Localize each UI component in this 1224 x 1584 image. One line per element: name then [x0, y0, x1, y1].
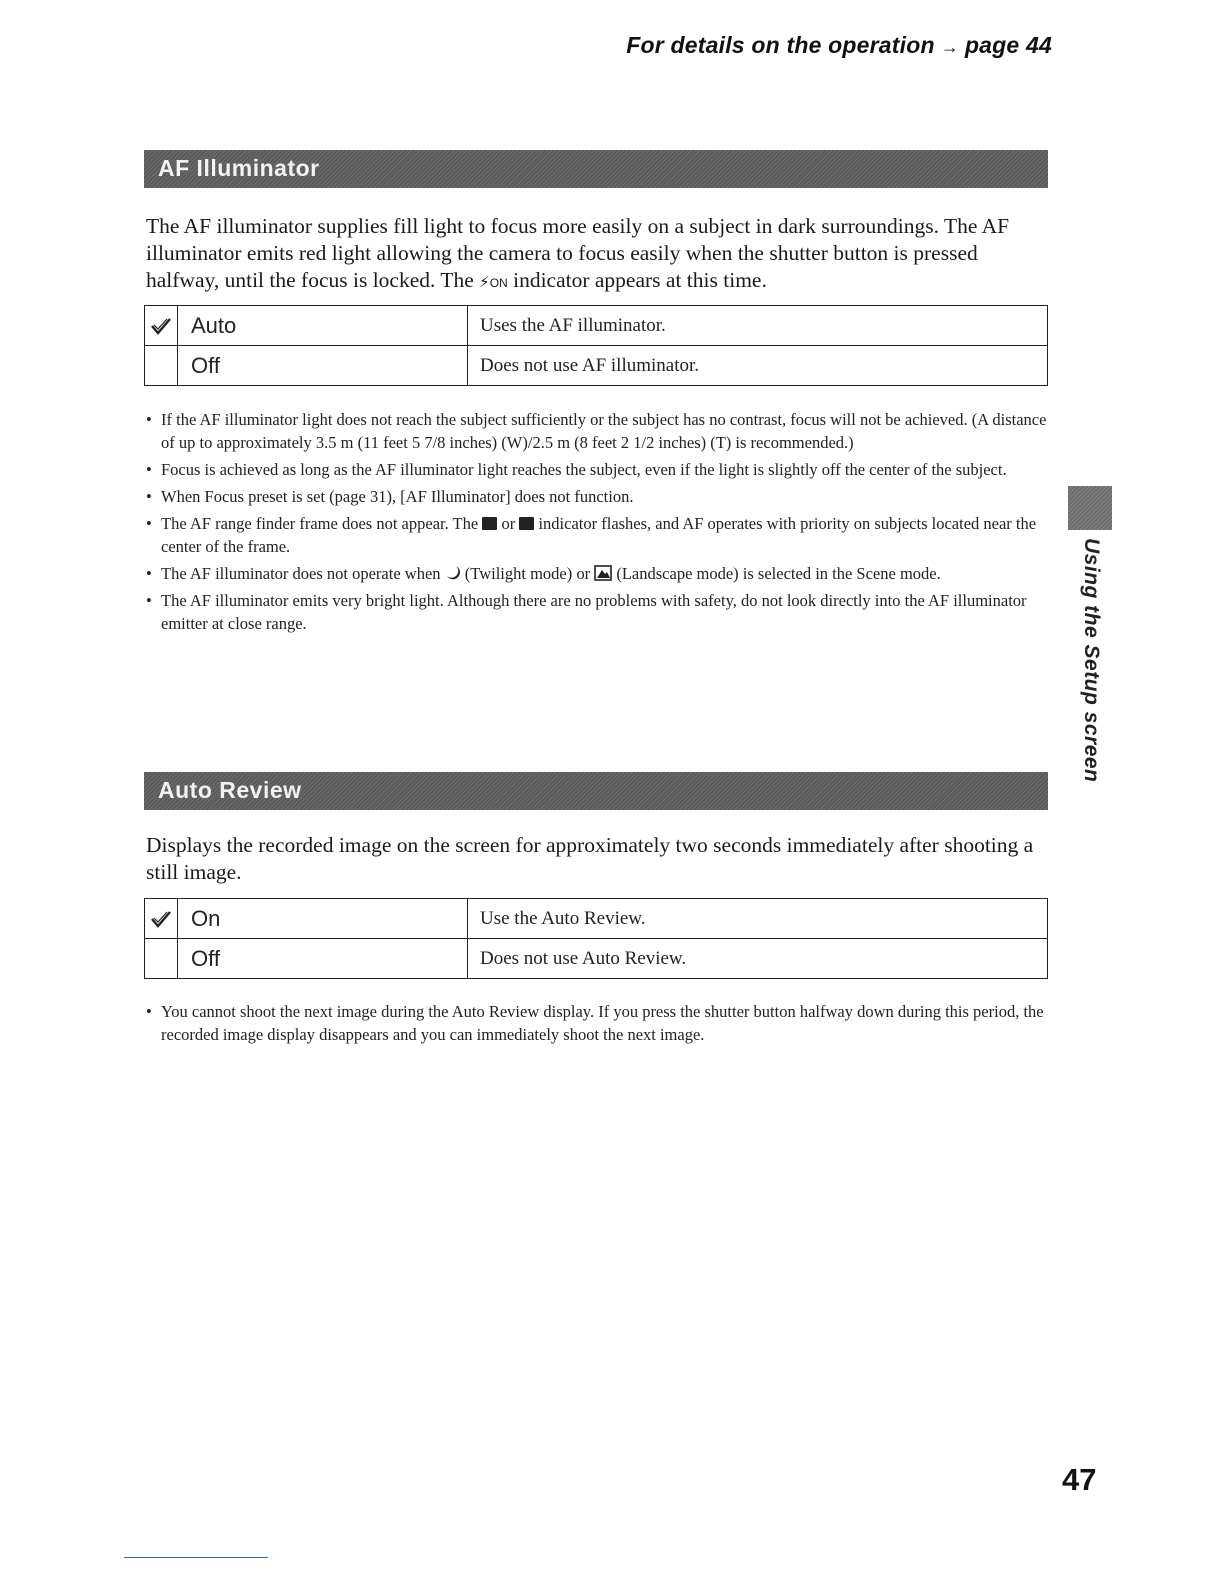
option-description: Uses the AF illuminator.	[468, 306, 1048, 346]
default-marker-cell	[145, 346, 178, 386]
option-name: Off	[178, 939, 468, 979]
option-description: Does not use Auto Review.	[468, 939, 1048, 979]
header-ref-page: page 44	[964, 32, 1052, 58]
option-description: Use the Auto Review.	[468, 899, 1048, 939]
af-illuminator-options-table	[144, 305, 1048, 386]
header-ref-text: For details on the operation	[626, 32, 935, 58]
auto-review-options-table	[144, 898, 1048, 979]
note-text: The AF range finder frame does not appear. The	[161, 514, 483, 533]
footer-divider	[124, 1557, 268, 1558]
note-text: The AF illuminator does not operate when	[161, 564, 445, 583]
page-number: 47	[1062, 1462, 1097, 1497]
list-item: • If the AF illuminator light does not reach the subject sufficiently or the subject has no contrast, focus will not be achieved. (A distance of up to approximately 3.5 m (11 feet 5 7/8 inches) (W)/2.5 m (8 feet 2 1/2 inches) (T) is recommended.)	[146, 408, 1050, 454]
default-marker-cell	[145, 939, 178, 979]
note-text: (Twilight mode) or	[460, 564, 595, 583]
section-heading-auto-review	[144, 772, 1048, 810]
default-marker-cell	[145, 306, 178, 346]
chapter-tab-marker	[1068, 486, 1112, 530]
list-item: • You cannot shoot the next image during the Auto Review display. If you press the shutter button halfway down during this period, the recorded image display disappears and you can immediately shoot the next image.	[146, 1000, 1050, 1046]
section-title: Auto Review	[158, 777, 302, 803]
page-header-reference	[626, 32, 1052, 59]
note-text: or	[497, 514, 520, 533]
section-title: AF Illuminator	[158, 155, 320, 181]
auto-review-intro: Displays the recorded image on the screen for approximately two seconds immediately after shooting a still image.	[146, 833, 1034, 884]
intro-text: The AF illuminator supplies fill light to focus more easily on a subject in dark surroundings. The AF illuminator emits red light allowing the camera to focus easily when the shutter button is pressed halfway, until the focus is locked. The	[146, 214, 1010, 292]
check-mark-icon	[150, 315, 172, 337]
af-illuminator-notes	[146, 408, 1050, 639]
landscape-mountain-icon	[594, 565, 612, 581]
option-name: Off	[178, 346, 468, 386]
indicator-symbol: ⚡	[479, 274, 490, 291]
auto-review-notes	[146, 1000, 1050, 1050]
af-illuminator-icon	[479, 274, 508, 291]
list-item	[146, 512, 1050, 558]
default-marker-cell	[145, 899, 178, 939]
note-text: indicator flashes, and AF operates with priority on subjects located near the center of the frame.	[161, 514, 1037, 556]
list-item	[146, 562, 1050, 585]
table-row	[145, 939, 1048, 979]
option-description: Does not use AF illuminator.	[468, 346, 1048, 386]
twilight-moon-icon	[445, 565, 461, 581]
option-name: On	[178, 899, 468, 939]
af-center-icon	[519, 517, 534, 530]
option-name: Auto	[178, 306, 468, 346]
note-text: (Landscape mode) is selected in the Scene mode.	[612, 564, 941, 583]
arrow-icon: →	[940, 37, 959, 57]
table-row	[145, 306, 1048, 346]
list-item: • The AF illuminator emits very bright light. Although there are no problems with safety, do not look directly into the AF illuminator emitter at close range.	[146, 589, 1050, 635]
table-row	[145, 899, 1048, 939]
check-mark-icon	[150, 908, 172, 930]
section-heading-af-illuminator	[144, 150, 1048, 188]
indicator-sub: ON	[489, 276, 508, 290]
list-item: • Focus is achieved as long as the AF illuminator light reaches the subject, even if the light is slightly off the center of the subject.	[146, 458, 1050, 481]
af-range-finder-icon	[482, 517, 497, 530]
chapter-tab-label: Using the Setup screen	[1080, 538, 1103, 783]
list-item: • When Focus preset is set (page 31), [AF Illuminator] does not function.	[146, 485, 1050, 508]
table-row	[145, 346, 1048, 386]
intro-text-end: indicator appears at this time.	[507, 268, 767, 292]
af-illuminator-intro	[146, 213, 1051, 297]
